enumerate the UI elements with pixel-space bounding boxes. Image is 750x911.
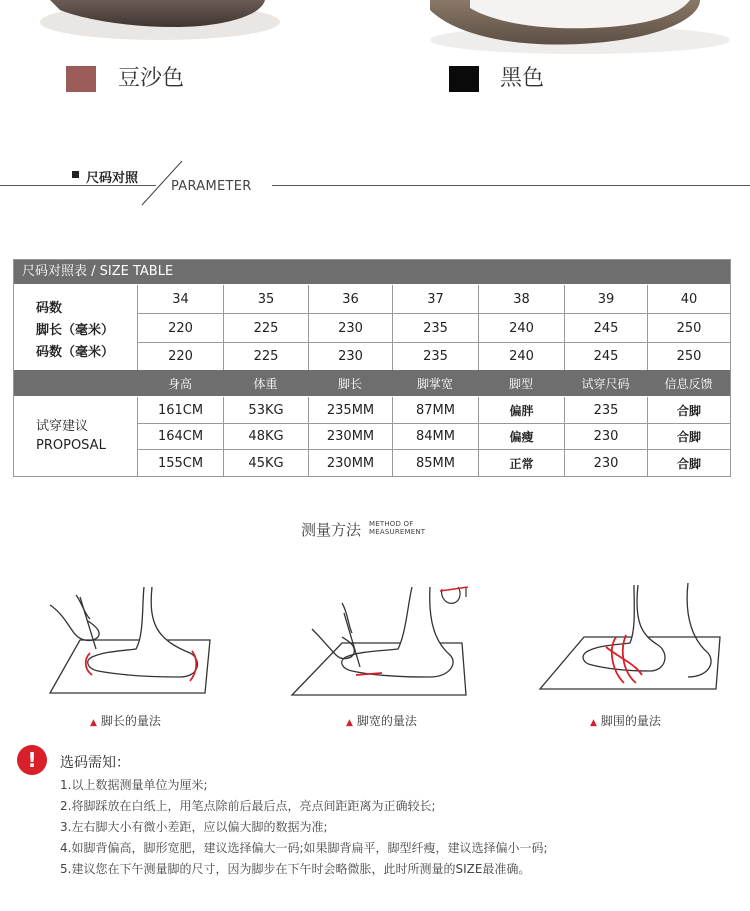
table-cell: 245 <box>564 314 647 342</box>
table-cell: 220 <box>137 343 223 370</box>
parameter-subtitle: PARAMETER <box>171 179 252 194</box>
table-cell: 161CM <box>137 397 223 423</box>
table-cell: 230 <box>564 424 647 449</box>
triangle-up-icon: ▲ <box>346 718 353 728</box>
table-cell: 235MM <box>308 397 392 423</box>
color-swatch-black[interactable] <box>449 66 479 92</box>
size-table-header: 尺码对照表 / SIZE TABLE <box>14 260 730 284</box>
caption-foot-length <box>90 712 161 729</box>
table-cell: 245 <box>564 343 647 370</box>
column-header: 体重 <box>253 376 278 391</box>
table-cell: 235 <box>392 343 478 370</box>
table-cell: 合脚 <box>647 397 730 423</box>
size-table <box>13 259 731 477</box>
shoe-photo-strip <box>0 0 750 60</box>
list-item: 4.如脚背偏高，脚形宽肥，建议选择偏大一码;如果脚背扁平，脚型纤瘦，建议选择偏小一码; <box>60 841 548 855</box>
table-cell: 35 <box>223 285 308 313</box>
proposal-column-headers <box>137 370 730 396</box>
list-item: 5.建议您在下午测量脚的尺寸，因为脚步在下午时会略微胀，此时所测量的SIZE最准确。 <box>60 862 531 876</box>
measurement-subtitle-line2: MEASUREMENT <box>369 528 426 536</box>
caption-foot-girth-text: 脚围的量法 <box>600 714 661 728</box>
table-cell: 235 <box>392 314 478 342</box>
table-cell: 225 <box>223 314 308 342</box>
parameter-divider-right <box>272 185 750 186</box>
column-header: 试穿尺码 <box>581 376 630 391</box>
list-item: 3.左右脚大小有微小差距，应以偏大脚的数据为准; <box>60 820 328 834</box>
caption-foot-length-text: 脚长的量法 <box>100 714 161 728</box>
table-cell: 250 <box>647 343 730 370</box>
row-label-size-mm: 码数（毫米） <box>36 345 115 360</box>
color-swatch-bean-paste[interactable] <box>66 66 96 92</box>
table-cell: 225 <box>223 343 308 370</box>
caption-foot-width-text: 脚宽的量法 <box>356 714 417 728</box>
table-cell: 84MM <box>392 424 478 449</box>
parameter-bullet <box>72 171 79 178</box>
table-cell: 85MM <box>392 450 478 476</box>
foot-width-illustration <box>290 583 480 701</box>
table-cell: 合脚 <box>647 424 730 449</box>
table-cell: 240 <box>478 343 564 370</box>
table-cell: 230MM <box>308 450 392 476</box>
table-row-foot-length <box>137 314 730 342</box>
table-cell: 34 <box>137 285 223 313</box>
column-header: 脚长 <box>337 376 362 391</box>
row-label-size: 码数 <box>36 301 63 316</box>
caption-foot-girth <box>590 712 661 729</box>
row-label-foot-length: 脚长（毫米） <box>36 323 115 338</box>
table-cell: 偏胖 <box>478 397 564 423</box>
proposal-label-cn: 试穿建议 <box>36 419 89 434</box>
table-row-proposal-1 <box>137 397 730 423</box>
table-cell: 230 <box>308 314 392 342</box>
triangle-up-icon: ▲ <box>590 718 597 728</box>
proposal-label-en: PROPOSAL <box>36 438 106 453</box>
measurement-title: 测量方法 <box>301 521 362 539</box>
table-row-proposal-2 <box>137 424 730 449</box>
table-cell: 240 <box>478 314 564 342</box>
table-cell: 220 <box>137 314 223 342</box>
color-label-black: 黑色 <box>500 66 545 91</box>
table-cell: 250 <box>647 314 730 342</box>
table-cell: 230 <box>564 450 647 476</box>
column-header: 脚型 <box>508 376 533 391</box>
table-cell: 230 <box>308 343 392 370</box>
measurement-subtitle <box>369 520 425 536</box>
table-cell: 37 <box>392 285 478 313</box>
table-cell: 45KG <box>223 450 308 476</box>
caption-foot-width <box>346 712 417 729</box>
table-cell: 偏瘦 <box>478 424 564 449</box>
table-cell: 39 <box>564 285 647 313</box>
column-header: 脚掌宽 <box>416 376 453 391</box>
table-cell: 164CM <box>137 424 223 449</box>
column-header: 身高 <box>167 376 192 391</box>
table-cell: 正常 <box>478 450 564 476</box>
measurement-subtitle-line1: METHOD OF <box>369 520 414 528</box>
column-header: 信息反馈 <box>664 376 713 391</box>
table-cell: 53KG <box>223 397 308 423</box>
notes-title: 选码需知： <box>60 755 130 771</box>
foot-girth-illustration <box>538 583 728 703</box>
triangle-up-icon: ▲ <box>90 718 97 728</box>
notes-list <box>60 775 740 880</box>
exclamation-icon: ! <box>17 745 47 775</box>
color-label-bean-paste: 豆沙色 <box>118 66 185 91</box>
list-item: 1.以上数据测量单位为厘米; <box>60 778 208 792</box>
table-cell: 155CM <box>137 450 223 476</box>
foot-length-illustration <box>40 585 230 700</box>
table-cell: 40 <box>647 285 730 313</box>
table-cell: 235 <box>564 397 647 423</box>
table-row-size-mm <box>137 343 730 370</box>
table-cell: 87MM <box>392 397 478 423</box>
parameter-title: 尺码对照 <box>86 171 139 186</box>
list-item: 2.将脚踩放在白纸上，用笔点除前后最后点，亮点间距距离为正确较长; <box>60 799 436 813</box>
table-row-proposal-3 <box>137 450 730 476</box>
table-row-sizes <box>137 285 730 313</box>
table-cell: 48KG <box>223 424 308 449</box>
table-cell: 230MM <box>308 424 392 449</box>
table-cell: 合脚 <box>647 450 730 476</box>
table-cell: 36 <box>308 285 392 313</box>
table-cell: 38 <box>478 285 564 313</box>
